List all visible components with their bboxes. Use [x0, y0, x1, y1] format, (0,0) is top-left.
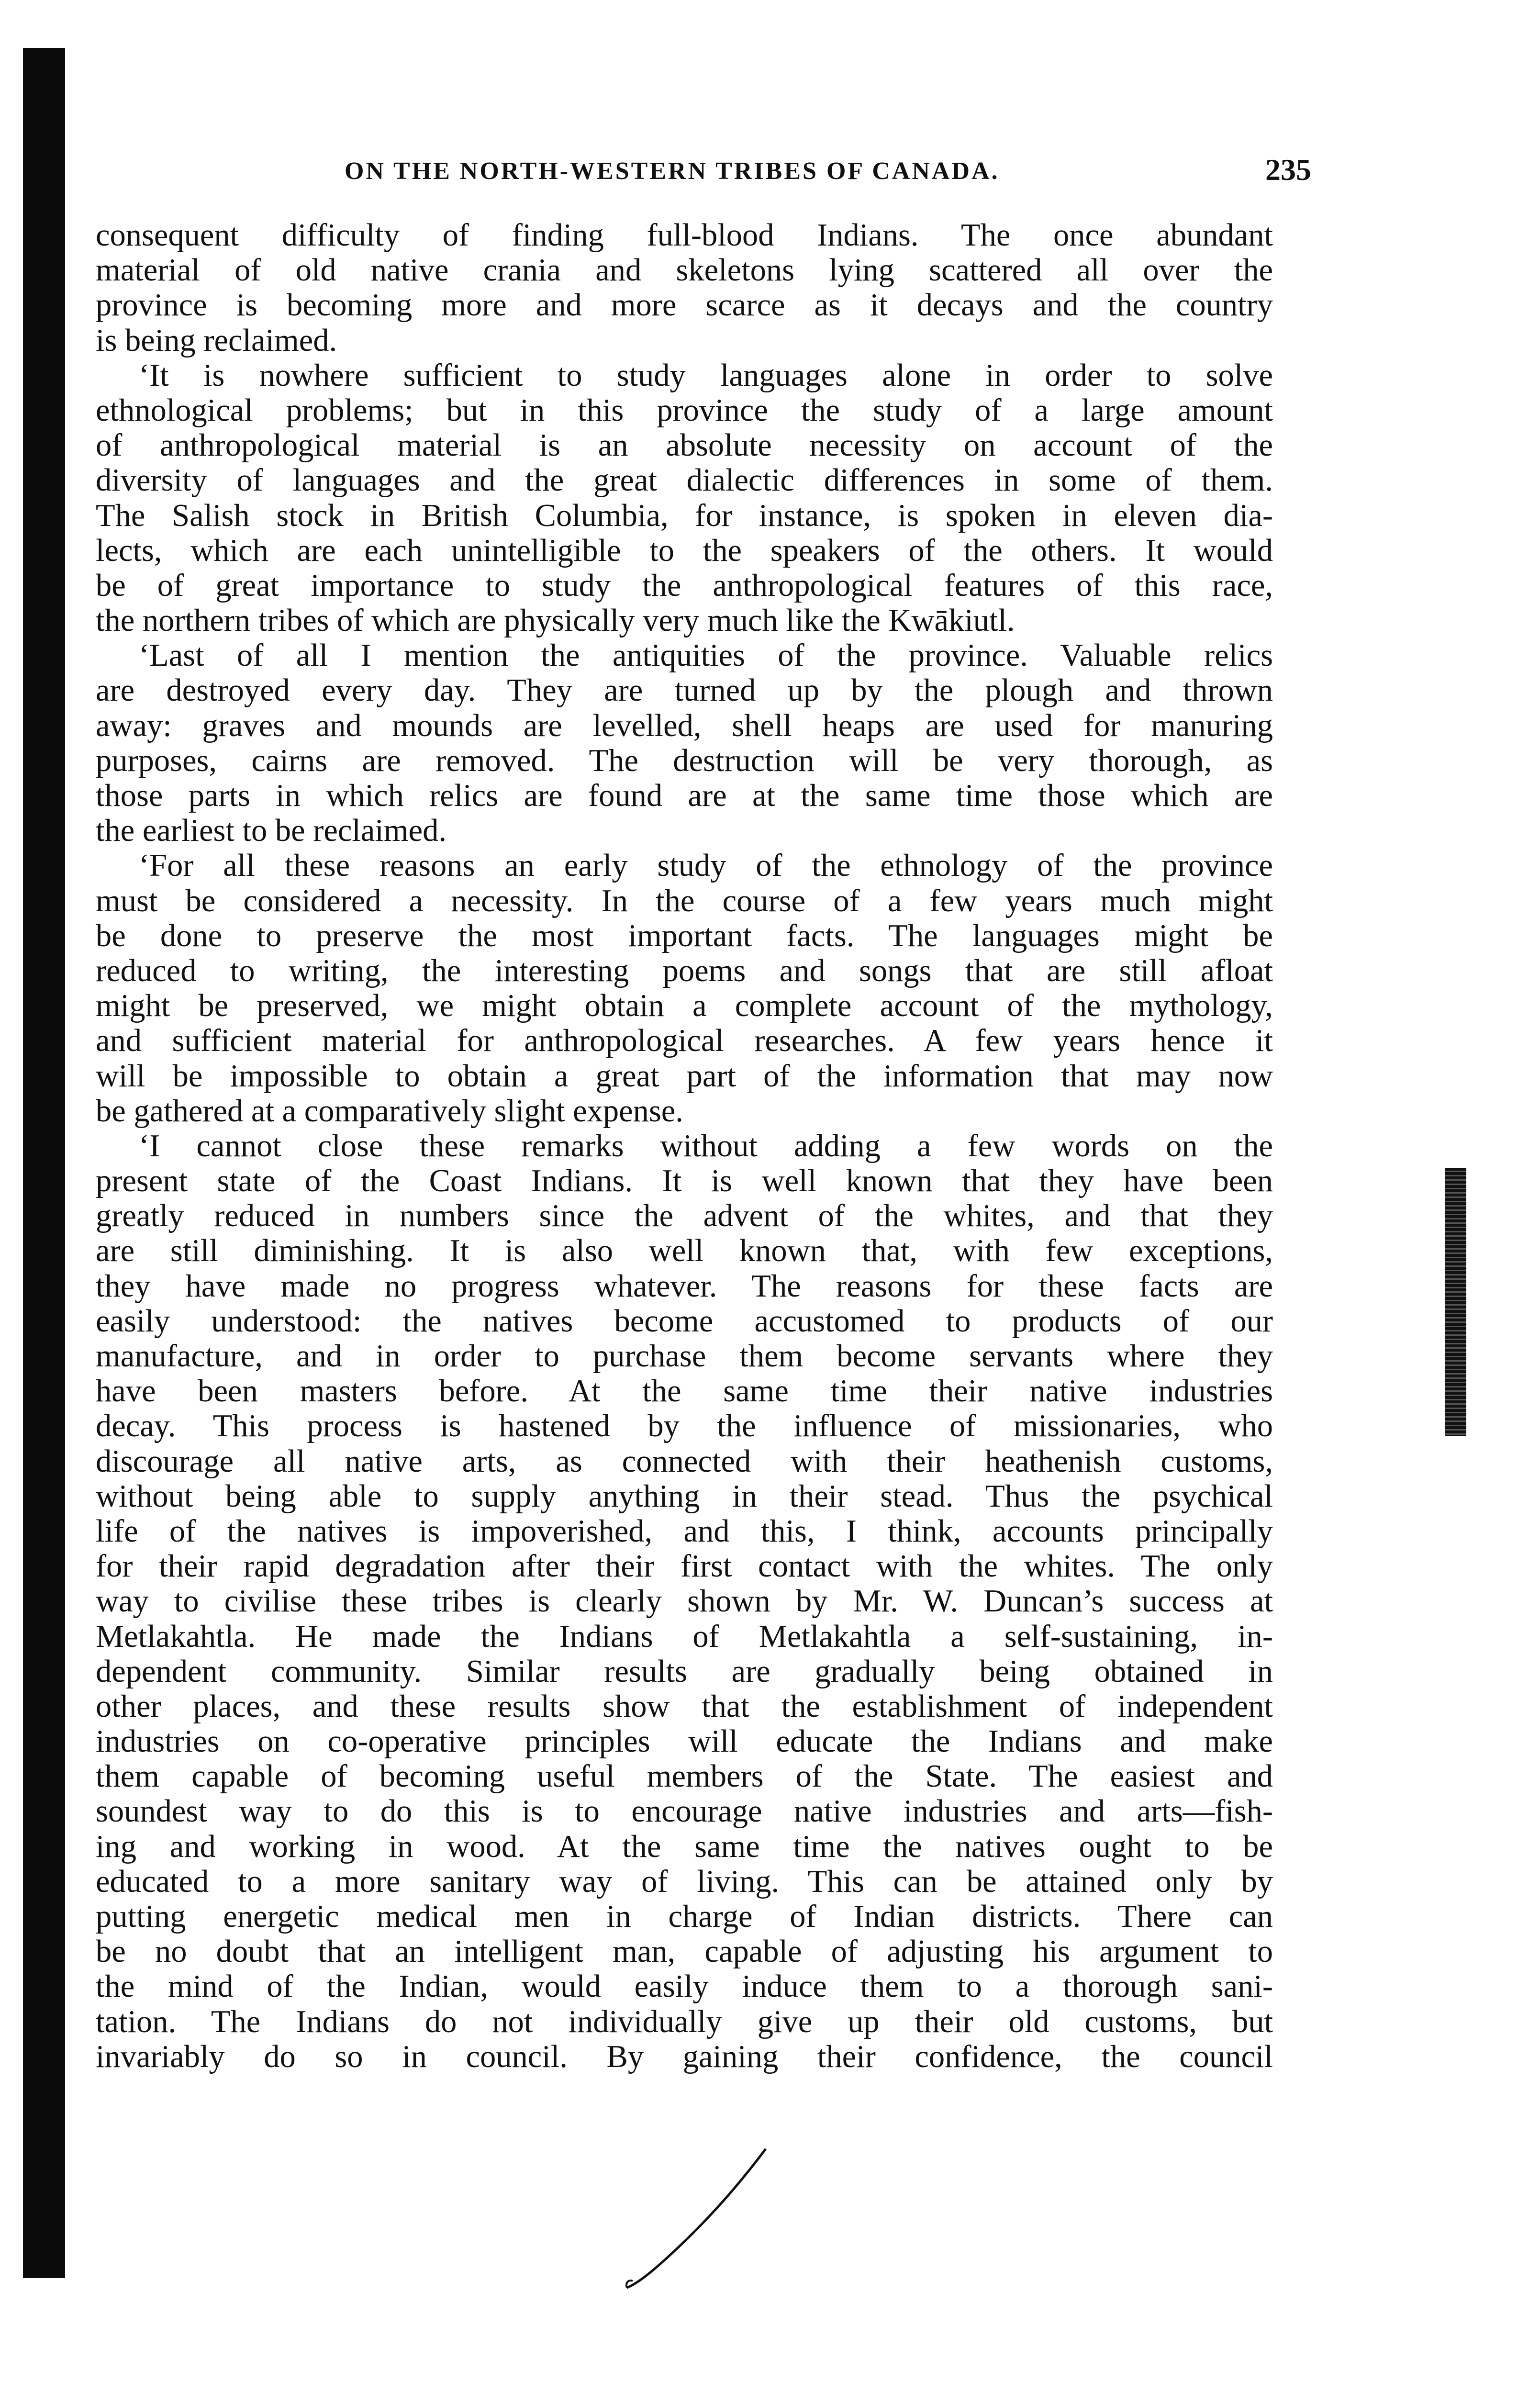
scan-binding-edge	[23, 48, 65, 2278]
text-line: reduced to writing, the interesting poems and songs that are still afloat	[96, 953, 1273, 988]
text-line: way to civilise these tribes is clearly shown by Mr. W. Duncan’s success at	[96, 1584, 1273, 1619]
text-line: easily understood: the natives become accustomed to products of our	[96, 1303, 1273, 1339]
page-number: 235	[1265, 153, 1311, 187]
text-line: The Salish stock in British Columbia, for instance, is spoken in eleven dia-	[96, 498, 1273, 533]
text-line: tation. The Indians do not individually give up their old customs, but	[96, 2004, 1273, 2039]
text-line: discourage all native arts, as connected with their heathenish customs,	[96, 1443, 1273, 1479]
text-line: of anthropological material is an absolute necessity on account of the	[96, 428, 1273, 463]
text-line: without being able to supply anything in their stead. Thus the psychical	[96, 1478, 1273, 1514]
text-line: soundest way to do this is to encourage native industries and arts—fish-	[96, 1794, 1273, 1829]
text-line: must be considered a necessity. In the course of a few years much might	[96, 883, 1273, 918]
text-line: decay. This process is hastened by the influence of missionaries, who	[96, 1409, 1273, 1444]
running-head: ON THE NORTH-WESTERN TRIBES OF CANADA.	[345, 157, 1000, 185]
text-line: the earliest to be reclaimed.	[96, 813, 446, 849]
text-line: be of great importance to study the anthropological features of this race,	[96, 568, 1273, 603]
text-line: purposes, cairns are removed. The destruction will be very thorough, as	[96, 743, 1273, 778]
text-line: greatly reduced in numbers since the advent of the whites, and that they	[96, 1198, 1273, 1234]
text-line: other places, and these results show that the establishment of independent	[96, 1689, 1273, 1724]
text-line: diversity of languages and the great dialectic differences in some of them.	[96, 463, 1273, 498]
body-text	[96, 218, 1273, 2074]
text-line: lects, which are each unintelligible to the speakers of the others. It would	[96, 533, 1273, 568]
text-line: are still diminishing. It is also well known that, with few exceptions,	[96, 1233, 1273, 1269]
scan-margin-artifact	[1445, 1168, 1466, 1436]
text-line: Metlakahtla. He made the Indians of Metlakahtla a self-sustaining, in-	[96, 1619, 1273, 1654]
text-line: be no doubt that an intelligent man, capable of adjusting his argument to	[96, 1934, 1273, 1969]
text-line: dependent community. Similar results are gradually being obtained in	[96, 1654, 1273, 1689]
text-line: them capable of becoming useful members of the State. The easiest and	[96, 1759, 1273, 1794]
text-line: the mind of the Indian, would easily induce them to a thorough sani-	[96, 1969, 1273, 2004]
text-line: be done to preserve the most important facts. The languages might be	[96, 918, 1273, 953]
text-line: might be preserved, we might obtain a complete account of the mythology,	[96, 988, 1273, 1024]
text-line: invariably do so in council. By gaining their confidence, the council	[96, 2039, 1273, 2074]
page-header	[96, 144, 1311, 196]
pen-stroke-mark	[622, 2144, 780, 2297]
text-line: putting energetic medical men in charge of Indian districts. There can	[96, 1899, 1273, 1934]
text-line: the northern tribes of which are physically very much like the Kwākiutl.	[96, 603, 1015, 638]
text-line: ‘I cannot close these remarks without adding a few words on the	[139, 1128, 1273, 1163]
text-line: ‘It is nowhere sufficient to study languages alone in order to solve	[139, 358, 1273, 393]
text-line: consequent difficulty of finding full-blood Indians. The once abundant	[96, 218, 1273, 253]
text-line: for their rapid degradation after their first contact with the whites. The only	[96, 1549, 1273, 1584]
text-line: they have made no progress whatever. The reasons for these facts are	[96, 1268, 1273, 1304]
text-line: manufacture, and in order to purchase them become servants where they	[96, 1339, 1273, 1374]
text-line: those parts in which relics are found are at the same time those which are	[96, 778, 1273, 813]
text-line: will be impossible to obtain a great part of the information that may now	[96, 1058, 1273, 1094]
text-line: industries on co-operative principles will educate the Indians and make	[96, 1724, 1273, 1759]
text-line: is being reclaimed.	[96, 323, 337, 358]
text-line: away: graves and mounds are levelled, shell heaps are used for manuring	[96, 708, 1273, 743]
text-line: and sufficient material for anthropological researches. A few years hence it	[96, 1023, 1273, 1059]
text-line: material of old native crania and skeletons lying scattered all over the	[96, 253, 1273, 288]
text-line: province is becoming more and more scarce as it decays and the country	[96, 288, 1273, 323]
text-line: be gathered at a comparatively slight expense.	[96, 1093, 683, 1129]
text-line: ‘Last of all I mention the antiquities of the province. Valuable relics	[139, 638, 1273, 673]
text-line: ethnological problems; but in this province the study of a large amount	[96, 392, 1273, 428]
text-line: ing and working in wood. At the same time the natives ought to be	[96, 1829, 1273, 1864]
text-line: are destroyed every day. They are turned up by the plough and thrown	[96, 673, 1273, 708]
text-line: present state of the Coast Indians. It is well known that they have been	[96, 1163, 1273, 1199]
text-line: have been masters before. At the same time their native industries	[96, 1374, 1273, 1409]
text-line: life of the natives is impoverished, and this, I think, accounts principally	[96, 1513, 1273, 1549]
text-line: educated to a more sanitary way of living. This can be attained only by	[96, 1864, 1273, 1899]
text-line: ‘For all these reasons an early study of the ethnology of the province	[139, 848, 1273, 883]
